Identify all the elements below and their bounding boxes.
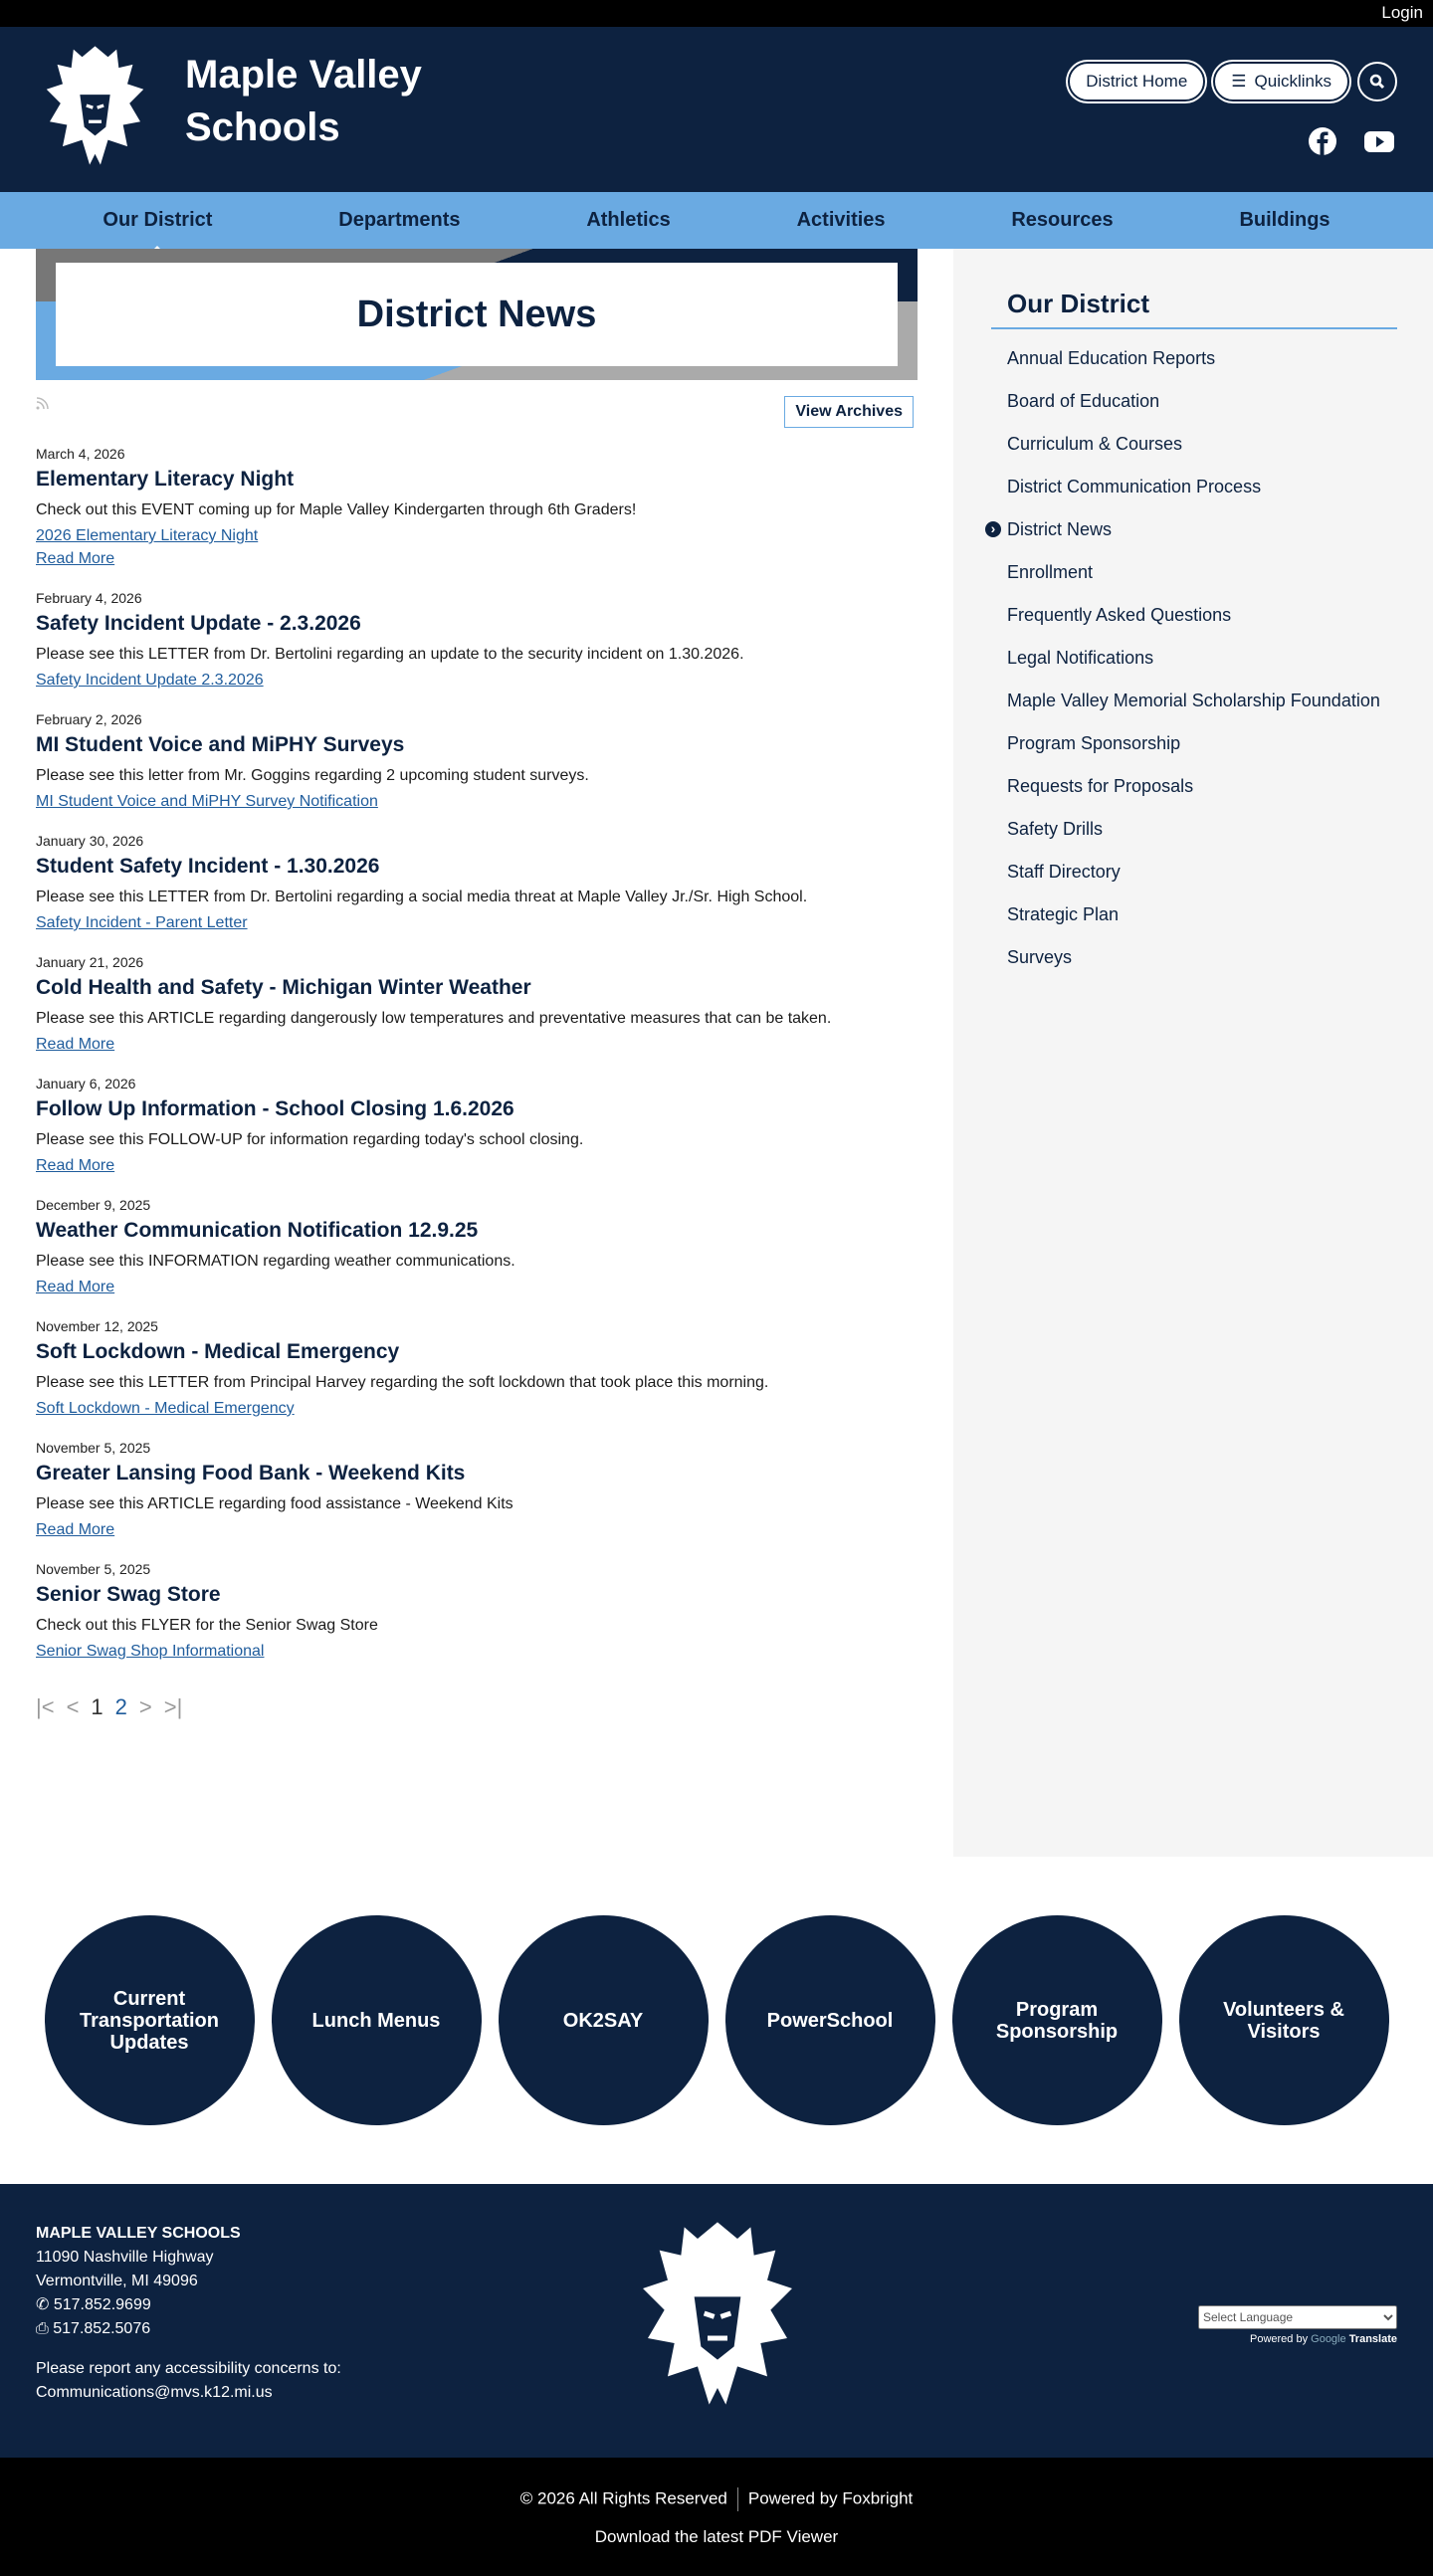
- news-date: January 30, 2026: [36, 833, 144, 849]
- google-logo: Google: [1311, 2333, 1346, 2345]
- sidebar-item[interactable]: Board of Education: [1007, 391, 1160, 411]
- powered-by: Powered by: [747, 2488, 838, 2508]
- quicklinks-button[interactable]: [1213, 62, 1349, 101]
- news-title[interactable]: Follow Up Information - School Closing 1.6.2026: [36, 1097, 514, 1120]
- page-2[interactable]: 2: [114, 1694, 127, 1719]
- nav-resources[interactable]: Resources: [1011, 209, 1114, 231]
- last-page-button[interactable]: >|: [163, 1694, 183, 1719]
- fax-icon: ⎙: [36, 2320, 54, 2337]
- first-page-button[interactable]: |<: [36, 1694, 55, 1719]
- copyright: © 2026 All Rights Reserved: [519, 2488, 727, 2508]
- sidebar-item[interactable]: Frequently Asked Questions: [1007, 605, 1232, 625]
- footer-fax: 517.852.5076: [53, 2320, 151, 2337]
- search-button[interactable]: [1357, 62, 1397, 101]
- nav-activities[interactable]: Activities: [796, 209, 886, 231]
- news-attachment-link[interactable]: 2026 Elementary Literacy Night: [36, 527, 259, 544]
- language-select[interactable]: [1198, 2305, 1397, 2329]
- sidebar-item[interactable]: Annual Education Reports: [1007, 348, 1216, 368]
- sidebar: [953, 249, 1433, 1857]
- quick-link-button[interactable]: Program Sponsorship: [952, 1915, 1162, 2125]
- news-attachment-link[interactable]: Soft Lockdown - Medical Emergency: [36, 1400, 295, 1417]
- nav-buildings[interactable]: Buildings: [1239, 209, 1331, 231]
- news-date: January 21, 2026: [36, 954, 144, 970]
- page-1[interactable]: 1: [91, 1694, 103, 1719]
- quick-link-button[interactable]: OK2SAY: [499, 1915, 709, 2125]
- news-date: November 5, 2025: [36, 1440, 151, 1456]
- pdf-viewer-link[interactable]: Download the latest PDF Viewer: [594, 2527, 839, 2546]
- news-date: January 6, 2026: [36, 1076, 136, 1091]
- phone-icon: ✆: [36, 2296, 54, 2313]
- news-date: November 12, 2025: [36, 1318, 158, 1334]
- pagination: [36, 1694, 918, 1720]
- footer-city: Vermontville, MI 49096: [36, 2273, 198, 2289]
- nav-our-district[interactable]: Our District: [102, 209, 213, 231]
- powered-by-label: Powered by: [1249, 2333, 1309, 2345]
- news-date: November 5, 2025: [36, 1561, 151, 1577]
- read-more-link[interactable]: Read More: [36, 550, 115, 567]
- news-list: [36, 446, 918, 1661]
- quick-link-button[interactable]: Current Transportation Updates: [45, 1915, 255, 2125]
- news-description: Please see this ARTICLE regarding food assistance - Weekend Kits: [36, 1495, 513, 1512]
- main-content: [0, 249, 953, 1857]
- translate-label: Translate: [1348, 2333, 1397, 2345]
- news-description: Please see this LETTER from Dr. Bertolini regarding a social media threat at Maple Valley Jr./Sr. High School.: [36, 889, 808, 905]
- read-more-link[interactable]: Read More: [36, 1279, 115, 1295]
- prev-page-button[interactable]: <: [66, 1694, 80, 1719]
- news-item: [36, 833, 918, 932]
- title-line-1: Maple Valley: [185, 53, 422, 97]
- news-date: March 4, 2026: [36, 446, 125, 462]
- news-description: Please see this ARTICLE regarding dangerously low temperatures and preventative measures that can be taken.: [36, 1010, 832, 1027]
- page-title: District News: [56, 263, 898, 366]
- menu-icon: ☰: [1231, 72, 1247, 91]
- news-item: [36, 954, 918, 1054]
- read-more-link[interactable]: Read More: [36, 1036, 115, 1053]
- quick-links: [0, 1857, 1433, 2184]
- district-home-button[interactable]: [1068, 62, 1205, 101]
- news-title[interactable]: Elementary Literacy Night: [36, 468, 295, 491]
- news-date: February 4, 2026: [36, 590, 142, 606]
- sidebar-title: Our District: [991, 289, 1397, 329]
- page-banner: [36, 249, 918, 380]
- news-item: [36, 711, 918, 811]
- news-title[interactable]: Greater Lansing Food Bank - Weekend Kits: [36, 1462, 466, 1485]
- sidebar-item[interactable]: Staff Directory: [1007, 862, 1121, 882]
- news-description: Please see this LETTER from Dr. Bertolini regarding an update to the security incident on 1.30.2026.: [36, 646, 744, 663]
- news-date: February 2, 2026: [36, 711, 142, 727]
- quicklinks-label: Quicklinks: [1254, 72, 1331, 91]
- news-attachment-link[interactable]: Safety Incident Update 2.3.2026: [36, 672, 264, 689]
- sidebar-item[interactable]: Curriculum & Courses: [1007, 434, 1183, 454]
- sidebar-item[interactable]: Program Sponsorship: [1007, 733, 1181, 753]
- news-title[interactable]: Weather Communication Notification 12.9.25: [36, 1219, 479, 1242]
- quick-link-button[interactable]: Volunteers & Visitors: [1179, 1915, 1389, 2125]
- footer-school-name: MAPLE VALLEY SCHOOLS: [36, 2225, 241, 2242]
- title-line-2: Schools: [185, 105, 340, 149]
- sidebar-item[interactable]: District Communication Process: [1007, 477, 1262, 496]
- district-home-label: District Home: [1086, 72, 1188, 91]
- news-title[interactable]: Soft Lockdown - Medical Emergency: [36, 1340, 400, 1363]
- search-icon: [1369, 74, 1385, 90]
- news-item: [36, 1076, 918, 1175]
- news-description: Please see this INFORMATION regarding weather communications.: [36, 1253, 515, 1270]
- news-description: Check out this FLYER for the Senior Swag Store: [36, 1617, 378, 1634]
- sidebar-menu: [991, 337, 1397, 979]
- lion-logo-icon[interactable]: [38, 41, 152, 170]
- news-description: Check out this EVENT coming up for Maple Valley Kindergarten through 6th Graders!: [36, 501, 637, 518]
- news-title[interactable]: Student Safety Incident - 1.30.2026: [36, 855, 380, 878]
- news-item: [36, 590, 918, 690]
- sidebar-item[interactable]: Safety Drills: [1007, 819, 1104, 839]
- footer: [0, 2184, 1433, 2458]
- foxbright-link[interactable]: Foxbright: [842, 2488, 914, 2508]
- news-date: December 9, 2025: [36, 1197, 151, 1213]
- lion-logo-icon: [625, 2214, 810, 2413]
- news-attachment-link[interactable]: MI Student Voice and MiPHY Survey Notification: [36, 793, 378, 810]
- quick-link-button[interactable]: Lunch Menus: [272, 1915, 482, 2125]
- youtube-icon[interactable]: [1363, 126, 1395, 156]
- view-archives-button[interactable]: View Archives: [784, 396, 914, 428]
- top-bar: [0, 0, 1433, 27]
- sidebar-item[interactable]: Strategic Plan: [1007, 904, 1120, 924]
- main-nav: [0, 192, 1433, 249]
- accessibility-email-link[interactable]: Communications@mvs.k12.mi.us: [36, 2384, 273, 2401]
- nav-departments[interactable]: Departments: [338, 209, 461, 231]
- rss-icon[interactable]: [36, 396, 50, 410]
- news-title[interactable]: MI Student Voice and MiPHY Surveys: [36, 733, 405, 756]
- news-item: [36, 1197, 918, 1296]
- sidebar-item[interactable]: Enrollment: [1007, 562, 1094, 582]
- news-attachment-link[interactable]: Senior Swag Shop Informational: [36, 1643, 265, 1660]
- site-header: [0, 27, 1433, 192]
- facebook-icon[interactable]: [1308, 126, 1337, 156]
- sidebar-item[interactable]: Legal Notifications: [1007, 648, 1154, 668]
- next-page-button[interactable]: >: [138, 1694, 152, 1719]
- news-title[interactable]: Safety Incident Update - 2.3.2026: [36, 612, 361, 635]
- quick-link-button[interactable]: PowerSchool: [725, 1915, 935, 2125]
- news-item: [36, 1561, 918, 1661]
- login-link[interactable]: Login: [1381, 3, 1423, 22]
- news-description: Please see this letter from Mr. Goggins regarding 2 upcoming student surveys.: [36, 767, 589, 784]
- news-title[interactable]: Senior Swag Store: [36, 1583, 221, 1606]
- news-item: [36, 1318, 918, 1418]
- news-item: [36, 1440, 918, 1539]
- footer-street: 11090 Nashville Highway: [36, 2249, 214, 2266]
- read-more-link[interactable]: Read More: [36, 1521, 115, 1538]
- nav-athletics[interactable]: Athletics: [586, 209, 671, 231]
- footer-phone[interactable]: 517.852.9699: [53, 2296, 151, 2313]
- sidebar-item[interactable]: › District News: [991, 508, 1397, 551]
- news-attachment-link[interactable]: Safety Incident - Parent Letter: [36, 914, 248, 931]
- site-title[interactable]: [185, 49, 422, 154]
- read-more-link[interactable]: Read More: [36, 1157, 115, 1174]
- accessibility-text: Please report any accessibility concerns to:: [36, 2360, 341, 2377]
- bottom-bar: [0, 2458, 1433, 2576]
- sidebar-item[interactable]: Requests for Proposals: [1007, 776, 1194, 796]
- sidebar-item[interactable]: Surveys: [1007, 947, 1073, 967]
- sidebar-item[interactable]: Maple Valley Memorial Scholarship Foundation: [1007, 691, 1380, 710]
- news-title[interactable]: Cold Health and Safety - Michigan Winter Weather: [36, 976, 531, 999]
- news-item: [36, 446, 918, 568]
- news-description: Please see this LETTER from Principal Harvey regarding the soft lockdown that took place this morning.: [36, 1374, 769, 1391]
- news-description: Please see this FOLLOW-UP for information regarding today's school closing.: [36, 1131, 584, 1148]
